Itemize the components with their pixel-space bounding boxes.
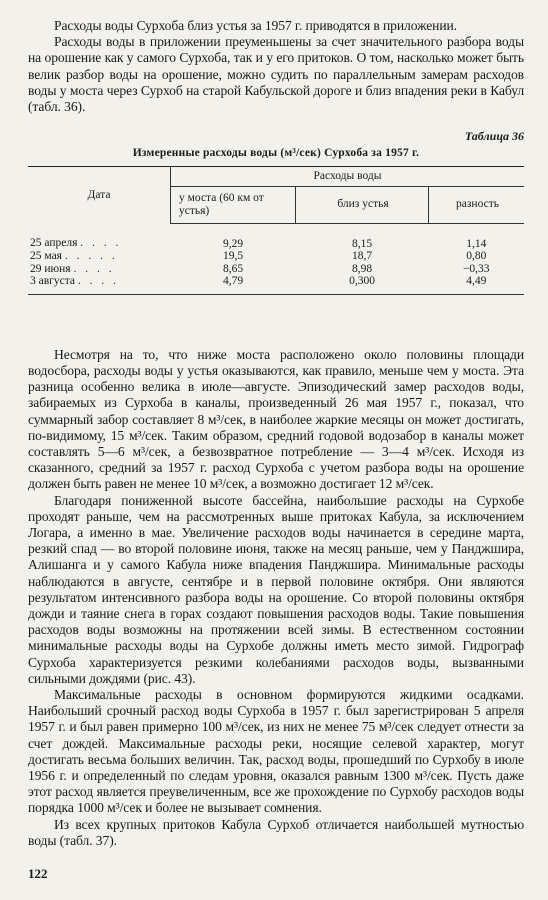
cell-date: 25 апреля — [30, 237, 78, 250]
header-bridge: у моста (60 км от устья) — [171, 186, 296, 223]
cell-difference: −0,33 — [462, 262, 490, 275]
cell-mouth: 8,98 — [351, 262, 373, 275]
spacer — [28, 295, 524, 347]
table-number: Таблица 36 — [464, 129, 524, 144]
table-row — [28, 223, 524, 250]
cell-bridge: 8,65 — [222, 262, 244, 275]
paragraph-intro: Расходы воды Сурхоба близ устья за 1957 г. приводятся в приложении. — [54, 18, 457, 33]
leader-dots: . . . . . — [64, 250, 118, 263]
header-difference: разность — [429, 186, 525, 223]
paragraph-maxima: Максимальные расходы в основном формируются жидкими осадками. Наибольший срочный расход воды Сурхоба в 1957 г. был зарегистрирован 5 апреля 1957 г. и был равен примерно 100 м³/сек, из них не менее 75 м³/сек следует отнести за счет дождей. Максимальные расходы реки, носящие селевой характер, могут достигать весьма больших величин. Так, расход воды, прошедший по Сурхобу в июле 1956 г. и определенный по следам уровня, оказался равным 1300 м³/сек. Пусть даже этот расход является преувеличенным, все же прохождение по Сурхобу расходов воды порядка 1000 м³/сек и более не вызывает сомнения. — [28, 686, 524, 816]
cell-mouth: 18,7 — [351, 250, 373, 263]
cell-difference: 1,14 — [466, 237, 487, 250]
paragraph-difference: Несмотря на то, что ниже моста расположено около половины площади водосбора, расходы воды у устья оказываются, как правило, меньше чем у моста. Эта разница особенно велика в июле—августе. Эпизодический замер расходов воды, забираемых из Сурхоба в каналы, произведенный 26 мая 1957 г., показал, что суммарный забор составляет 8 м³/сек, в наиболее жаркие месяцы он может достигать, по-видимому, 15 м³/сек. Таким образом, средний годовой водозабор в каналы может составлять 5—6 м³/сек, а безвозвратное потребление — 3—4 м³/сек. Исходя из сказанного, средний за 1957 г. расход Сурхоба с учетом разбора воды на орошение должен быть равен не менее 10 м³/сек, а возможно достигает 12 м³/сек. — [28, 346, 524, 492]
paragraph-regime: Благодаря пониженной высоте бассейна, наибольшие расходы на Сурхобе проходят раньше, чем на рассмотренных выше притоках Кабула, за исключением Логара, а именно в мае. Увеличение расходов воды начинается в середине марта, резкий спад — во второй половине июня, также на месяц раньше, чем у Панджшира, Алишанга и у самого Кабула ниже впадения Панджшира. Минимальные расходы наблюдаются в августе, сентябре и в первой половине октября. Они являются результатом интенсивного разбора воды на орошение. Со второй половины октября дожди и таяние снега в горах создают повышения расходов воды. Такие повышения расходов воды возможны на протяжении всей зимы. В естественном состоянии минимальные расходы воды на Сурхобе должны иметь место зимой. Гидрограф Сурхоба характеризуется резкими колебаниями расходов воды, вызванными сильными дождями (рис. 43). — [28, 492, 524, 686]
leader-dots: . . . . — [80, 237, 122, 250]
discharge-table — [28, 166, 524, 295]
paragraph-turbidity: Из всех крупных притоков Кабула Сурхоб отличается наибольшей мутностью воды (табл. 37). — [28, 816, 524, 848]
cell-date: 25 мая — [30, 250, 62, 263]
cell-date: 3 августа — [30, 275, 76, 288]
cell-date: 29 июня — [30, 262, 71, 275]
leader-dots: . . . . — [77, 275, 120, 288]
paragraph-irrigation: Расходы воды в приложении преуменьшены за счет значительного разбора воды на орошение как у самого Сурхоба, так и у его притоков. О том, насколько может быть велик разбор воды на орошение, можно судить по параллельным замерам расходов воды у моста через Сурхоб на старой Кабульской дороге и близ впадения реки в Кабул (табл. 36). — [28, 34, 524, 115]
table-row — [28, 275, 524, 294]
header-mouth: близ устья — [296, 186, 429, 223]
cell-mouth: 0,300 — [296, 275, 429, 294]
table-row — [28, 250, 524, 263]
cell-difference: 0,80 — [466, 250, 487, 263]
page-content — [28, 18, 524, 849]
header-date: Дата — [28, 167, 171, 224]
cell-bridge: 9,29 — [222, 237, 244, 250]
cell-difference: 4,49 — [429, 275, 525, 294]
table-caption: Измеренные расходы воды (м³/сек) Сурхоба за 1957 г. — [132, 147, 420, 160]
table-row — [28, 263, 524, 276]
cell-mouth: 8,15 — [351, 237, 373, 250]
header-discharge-group: Расходы воды — [171, 167, 525, 187]
leader-dots: . . . . — [73, 262, 115, 275]
cell-bridge: 4,79 — [171, 275, 296, 294]
cell-bridge: 19,5 — [222, 250, 244, 263]
page-number: 122 — [28, 866, 48, 881]
